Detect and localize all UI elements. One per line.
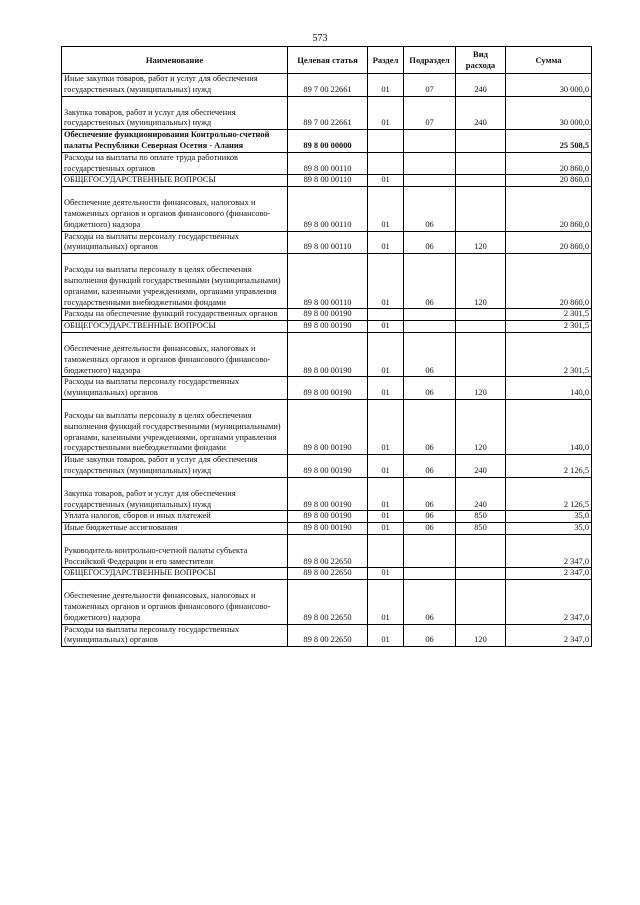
table-row [62,534,592,568]
cell-target-text: 89 8 00 00190 [303,511,352,521]
table-row [62,377,592,400]
cell-name-text: Обеспечение деятельности финансовых, налоговых и таможенных органов и органов финансового (финансово-бюджетного) надзора [64,198,271,229]
cell-subsection [404,74,456,97]
cell-subsection [404,332,456,376]
cell-section-text: 01 [381,321,390,331]
cell-target-text: 89 8 00 22650 [303,635,352,645]
header-section: Раздел [368,47,404,74]
cell-subsection [404,477,456,511]
cell-name [62,254,288,309]
cell-section [368,130,404,153]
cell-section-text: 01 [381,219,390,229]
cell-expense-type-text: 240 [474,499,487,509]
table-row [62,152,592,175]
cell-name-text: Обеспечение деятельности финансовых, налоговых и таможенных органов и органов финансового (финансово-бюджетного) надзора [64,343,271,375]
cell-sum [506,568,592,580]
cell-name [62,511,288,523]
cell-subsection [404,580,456,624]
cell-sum [506,231,592,254]
cell-name-text: Иные закупки товаров, работ и услуг для обеспечения государственных (муниципальных) нужд [64,74,258,94]
cell-section [368,377,404,400]
cell-sum-text: 2 301,5 [563,321,589,331]
cell-subsection [404,254,456,309]
cell-sum-text: 2 347,0 [563,635,589,645]
cell-subsection [404,130,456,153]
cell-sum-text: 20 860,0 [559,242,589,252]
cell-expense-type-text: 240 [474,118,487,128]
table-row [62,130,592,153]
cell-target-text: 89 7 00 22661 [303,84,352,94]
cell-name-text: Обеспечение функционирования Контрольно-счетной палаты Республики Северная Осетия - Алания [64,130,270,150]
cell-sum-text: 140,0 [570,388,589,398]
cell-name-text: Иные закупки товаров, работ и услуг для обеспечения государственных (муниципальных) нужд [64,455,258,475]
cell-section-text: 01 [381,84,390,94]
header-sum: Сумма [506,47,592,74]
cell-expense-type [456,254,506,309]
cell-sum-text: 2 301,5 [563,365,589,375]
cell-name-text: Расходы на выплаты персоналу государственных (муниципальных) органов [64,624,240,645]
cell-section-text: 01 [381,297,390,307]
cell-target [288,568,368,580]
cell-subsection-text: 06 [425,388,434,398]
cell-sum [506,254,592,309]
cell-expense-type [456,377,506,400]
cell-name [62,332,288,376]
cell-name [62,399,288,454]
cell-target-text: 89 8 00 00110 [303,242,352,252]
cell-sum [506,187,592,231]
cell-target [288,187,368,231]
cell-name-text: Уплата налогов, сборов и иных платежей [64,511,211,521]
cell-expense-type [456,399,506,454]
cell-name-text: Расходы на выплаты персоналу в целях обеспечения выполнения функций государственными (муниципальными) органами, казенными учреждениями, органами управления государственными внебюджетными фондами [64,410,281,453]
cell-expense-type [456,568,506,580]
cell-section [368,399,404,454]
cell-target-text: 89 7 00 22661 [303,118,352,128]
cell-target [288,580,368,624]
cell-sum [506,455,592,478]
cell-sum-text: 35,0 [574,523,589,533]
table-row [62,568,592,580]
cell-subsection [404,175,456,187]
cell-sum-text: 2 347,0 [563,612,589,622]
cell-subsection [404,377,456,400]
cell-section [368,321,404,333]
cell-subsection [404,523,456,535]
table-row [62,175,592,187]
cell-subsection [404,152,456,175]
cell-subsection-text: 06 [425,511,434,521]
cell-target-text: 89 8 00 00190 [303,321,352,331]
table-row [62,455,592,478]
cell-sum [506,477,592,511]
cell-sum [506,399,592,454]
cell-expense-type [456,332,506,376]
table-row [62,231,592,254]
cell-section-text: 01 [381,568,390,578]
cell-expense-type [456,231,506,254]
cell-name [62,321,288,333]
cell-target [288,332,368,376]
cell-target [288,309,368,321]
cell-sum-text: 2 301,5 [563,309,589,319]
cell-expense-type-text: 120 [474,242,487,252]
cell-expense-type [456,309,506,321]
cell-subsection [404,96,456,130]
cell-section [368,624,404,647]
cell-expense-type-text: 120 [474,297,487,307]
budget-table [61,46,592,647]
table-row [62,309,592,321]
cell-subsection-text: 06 [425,635,434,645]
cell-expense-type-text: 850 [474,523,487,533]
cell-subsection-text: 06 [425,242,434,252]
cell-expense-type [456,523,506,535]
cell-target [288,377,368,400]
cell-target-text: 89 8 00 00110 [303,297,352,307]
cell-name [62,568,288,580]
cell-subsection-text: 06 [425,465,434,475]
cell-name-text: Расходы на выплаты персоналу государственных (муниципальных) органов [64,231,240,252]
cell-sum [506,511,592,523]
cell-target-text: 89 8 00 22650 [303,568,352,578]
table-row [62,399,592,454]
cell-sum-text: 30 000,0 [559,118,589,128]
cell-section [368,455,404,478]
cell-target-text: 89 8 00 00110 [303,175,352,185]
cell-expense-type [456,175,506,187]
table-body [62,74,592,647]
cell-sum-text: 30 000,0 [559,84,589,94]
header-expense-type: Вид расхода [456,47,506,74]
cell-name [62,74,288,97]
header-name: Наименование [62,47,288,74]
cell-subsection [404,455,456,478]
page-number: 573 [312,33,328,44]
table-row [62,477,592,511]
table-row [62,580,592,624]
cell-target-text: 89 8 00 00190 [303,465,352,475]
cell-name-text: ОБЩЕГОСУДАРСТВЕННЫЕ ВОПРОСЫ [64,175,216,185]
cell-target [288,152,368,175]
cell-subsection [404,309,456,321]
cell-name-text: Расходы на выплаты персоналу государственных (муниципальных) органов [64,377,240,398]
cell-name [62,477,288,511]
cell-expense-type [456,187,506,231]
cell-sum [506,523,592,535]
cell-subsection-text: 06 [425,443,434,453]
table-row [62,332,592,376]
cell-subsection-text: 06 [425,365,434,375]
cell-subsection [404,187,456,231]
cell-target [288,534,368,568]
cell-expense-type [456,511,506,523]
cell-expense-type [456,624,506,647]
cell-target-text: 89 8 00 00190 [303,365,352,375]
cell-section-text: 01 [381,365,390,375]
header-subsection: Подраздел [404,47,456,74]
cell-expense-type-text: 850 [474,511,487,521]
cell-subsection-text: 07 [425,118,434,128]
cell-expense-type-text: 120 [474,388,487,398]
cell-expense-type [456,130,506,153]
cell-section [368,187,404,231]
cell-name-text: Руководитель контрольно-счетной палаты субъекта Российской Федерации и его заместители [64,545,248,566]
cell-target-text: 89 8 00 00110 [303,163,352,173]
cell-sum [506,534,592,568]
cell-sum-text: 20 860,0 [559,163,589,173]
table-header-row [62,47,592,74]
cell-expense-type [456,534,506,568]
cell-subsection-text: 06 [425,523,434,533]
cell-section [368,332,404,376]
cell-target-text: 89 8 00 00000 [303,140,352,150]
cell-name [62,187,288,231]
cell-name [62,96,288,130]
cell-expense-type [456,477,506,511]
cell-sum [506,74,592,97]
cell-section-text: 01 [381,443,390,453]
cell-sum [506,152,592,175]
cell-section-text: 01 [381,499,390,509]
cell-section [368,580,404,624]
cell-section-text: 01 [381,635,390,645]
cell-name-text: Расходы на выплаты персоналу в целях обеспечения выполнения функций государственными (муниципальными) органами, казенными учреждениями, органами управления государственными внебюджетными фондами [64,265,281,307]
cell-section [368,152,404,175]
cell-target [288,175,368,187]
cell-target-text: 89 8 00 22650 [303,612,352,622]
cell-subsection-text: 06 [425,612,434,622]
cell-sum-text: 20 860,0 [559,297,589,307]
cell-name-text: Обеспечение деятельности финансовых, налоговых и таможенных органов и органов финансового (финансово-бюджетного) надзора [64,591,271,622]
cell-target-text: 89 8 00 22650 [303,556,352,566]
table-row [62,96,592,130]
cell-sum [506,332,592,376]
cell-name [62,534,288,568]
cell-name-text: Закупка товаров, работ и услуг для обеспечения государственных (муниципальных) нужд [64,107,236,128]
cell-subsection-text: 06 [425,297,434,307]
cell-section [368,534,404,568]
cell-sum [506,580,592,624]
cell-section-text: 01 [381,612,390,622]
cell-target-text: 89 8 00 00190 [303,443,352,453]
cell-section [368,175,404,187]
cell-target [288,455,368,478]
cell-name-text: Иные бюджетные ассигнования [64,523,178,533]
cell-section [368,511,404,523]
cell-sum-text: 35,0 [574,511,589,521]
cell-section [368,523,404,535]
cell-name [62,523,288,535]
cell-subsection-text: 07 [425,84,434,94]
cell-section-text: 01 [381,175,390,185]
cell-subsection [404,399,456,454]
cell-expense-type [456,580,506,624]
cell-expense-type [456,455,506,478]
table-row [62,624,592,647]
cell-target [288,624,368,647]
cell-name-text: Закупка товаров, работ и услуг для обеспечения государственных (муниципальных) нужд [64,488,236,509]
cell-section [368,96,404,130]
cell-sum [506,321,592,333]
cell-target-text: 89 8 00 00190 [303,388,352,398]
cell-name [62,175,288,187]
cell-target [288,511,368,523]
cell-expense-type-text: 120 [474,443,487,453]
cell-subsection-text: 06 [425,219,434,229]
cell-target [288,231,368,254]
table-row [62,511,592,523]
cell-name-text: ОБЩЕГОСУДАРСТВЕННЫЕ ВОПРОСЫ [64,321,216,331]
cell-sum-text: 2 126,5 [563,465,589,475]
cell-name-text: Расходы на обеспечение функций государственных органов [64,309,278,319]
cell-sum [506,309,592,321]
cell-target [288,130,368,153]
cell-section [368,477,404,511]
cell-target-text: 89 8 00 00190 [303,499,352,509]
cell-section-text: 01 [381,511,390,521]
cell-expense-type-text: 240 [474,84,487,94]
cell-target [288,477,368,511]
table-row [62,74,592,97]
cell-name-text: Расходы на выплаты по оплате труда работников государственных органов [64,152,238,173]
cell-section-text: 01 [381,242,390,252]
cell-name [62,152,288,175]
cell-section [368,231,404,254]
cell-subsection [404,231,456,254]
cell-subsection [404,568,456,580]
table-row [62,254,592,309]
cell-sum [506,624,592,647]
table-row [62,187,592,231]
table-row [62,321,592,333]
cell-subsection [404,624,456,647]
cell-sum-text: 140,0 [570,443,589,453]
cell-section-text: 01 [381,388,390,398]
cell-name [62,130,288,153]
cell-sum-text: 2 347,0 [563,556,589,566]
cell-name [62,309,288,321]
cell-sum [506,377,592,400]
cell-sum-text: 2 347,0 [563,568,589,578]
cell-sum-text: 20 860,0 [559,219,589,229]
cell-sum [506,96,592,130]
cell-name-text: ОБЩЕГОСУДАРСТВЕННЫЕ ВОПРОСЫ [64,568,216,578]
cell-target-text: 89 8 00 00190 [303,309,352,319]
cell-section [368,568,404,580]
cell-section [368,309,404,321]
cell-section [368,74,404,97]
cell-name [62,455,288,478]
cell-expense-type-text: 120 [474,635,487,645]
cell-expense-type [456,321,506,333]
cell-target-text: 89 8 00 00110 [303,219,352,229]
cell-name [62,580,288,624]
cell-sum [506,130,592,153]
cell-subsection [404,511,456,523]
cell-expense-type-text: 240 [474,465,487,475]
cell-target [288,523,368,535]
cell-expense-type [456,96,506,130]
table-row [62,523,592,535]
cell-sum-text: 25 508,5 [559,140,589,150]
cell-sum [506,175,592,187]
cell-subsection [404,321,456,333]
header-target: Целевая статья [288,47,368,74]
cell-target [288,74,368,97]
cell-target [288,254,368,309]
cell-expense-type [456,152,506,175]
cell-section-text: 01 [381,465,390,475]
cell-section-text: 01 [381,118,390,128]
cell-section [368,254,404,309]
cell-subsection [404,534,456,568]
cell-target-text: 89 8 00 00190 [303,523,352,533]
cell-name [62,231,288,254]
cell-sum-text: 2 126,5 [563,499,589,509]
cell-name [62,377,288,400]
cell-name [62,624,288,647]
cell-subsection-text: 06 [425,499,434,509]
cell-target [288,399,368,454]
cell-expense-type [456,74,506,97]
cell-sum-text: 20 860,0 [559,175,589,185]
cell-section-text: 01 [381,523,390,533]
cell-target [288,321,368,333]
cell-target [288,96,368,130]
